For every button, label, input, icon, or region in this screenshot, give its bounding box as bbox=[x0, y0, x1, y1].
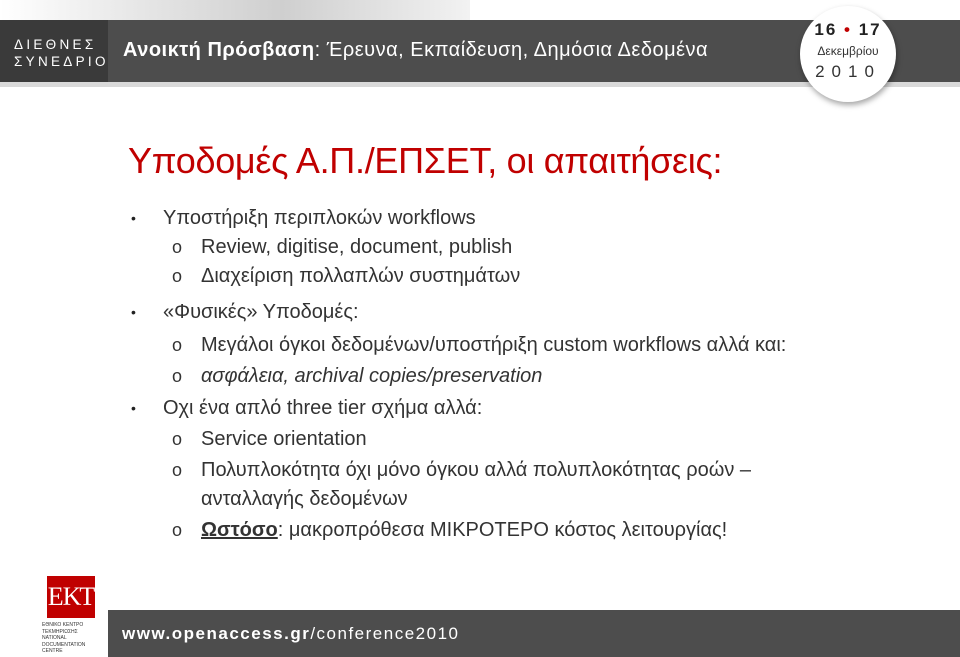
bullet-item bbox=[128, 203, 848, 233]
sub-bullet-text: Review, digitise, document, publish bbox=[201, 236, 513, 258]
bullet-text: Υποστήριξη περιπλοκών workflows bbox=[163, 207, 476, 229]
sub-bullet-item bbox=[128, 456, 848, 514]
bullet-text: «Φυσικές» Υποδομές: bbox=[163, 301, 359, 323]
date-badge bbox=[800, 6, 896, 102]
conference-name bbox=[14, 36, 109, 70]
ekt-caption-line: DOCUMENTATION bbox=[42, 641, 86, 648]
ekt-caption-line: ΤΕΚΜΗΡΙΩΣΗΣ bbox=[42, 628, 78, 635]
sub-bullet-marker: o bbox=[172, 266, 183, 286]
bullet-text: Οχι ένα απλό three tier σχήμα αλλά: bbox=[163, 397, 483, 419]
conference-theme-bold: Ανοικτή Πρόσβαση bbox=[123, 39, 315, 61]
bullet-dot-icon: • bbox=[131, 304, 136, 320]
slide-body bbox=[128, 203, 848, 545]
date-year: 2010 bbox=[815, 62, 881, 81]
sub-bullet-marker: o bbox=[172, 520, 183, 540]
sub-bullet-item bbox=[128, 262, 848, 291]
ekt-logo: ΕΚΤ bbox=[47, 576, 95, 618]
date-days bbox=[800, 20, 896, 40]
emphasis-text: Ωστόσο bbox=[201, 519, 278, 541]
ekt-caption-line: CENTRE bbox=[42, 648, 63, 654]
sub-bullet-marker: o bbox=[172, 429, 183, 449]
bullet-item bbox=[128, 297, 848, 327]
footer-url-path: /conference2010 bbox=[310, 624, 460, 643]
bullet-dot-icon: • bbox=[131, 400, 136, 416]
sub-bullet-marker: o bbox=[172, 237, 183, 257]
ekt-caption-line: ΕΘΝΙΚΟ ΚΕΝΤΡΟ bbox=[42, 622, 84, 628]
footer-url-domain: www.openaccess.gr bbox=[122, 624, 311, 643]
sub-bullet-item bbox=[128, 425, 848, 454]
sub-bullet-text: Διαχείριση πολλαπλών συστημάτων bbox=[201, 265, 521, 287]
date-day-start: 16 bbox=[814, 20, 838, 39]
bullet-dot-icon: • bbox=[131, 210, 136, 226]
sub-bullet-text: : μακροπρόθεσα ΜΙΚΡΟΤΕΡΟ κόστος λειτουργίας! bbox=[277, 519, 728, 541]
bullet-item bbox=[128, 393, 848, 423]
sub-bullet-marker: o bbox=[172, 460, 183, 480]
sub-bullet-text: Πολυπλοκότητα όχι μόνο όγκου αλλά πολυπλοκότητας ροών – ανταλλαγής δεδομένων bbox=[201, 459, 752, 510]
conference-theme-rest: : Έρευνα, Εκπαίδευση, Δημόσια Δεδομένα bbox=[314, 39, 709, 61]
conference-name-line2: ΣΥΝΕΔΡΙΟ bbox=[14, 54, 109, 69]
slide-title: Υποδομές Α.Π./ΕΠΣΕΤ, οι απαιτήσεις: bbox=[128, 140, 723, 181]
banner-texture bbox=[0, 0, 470, 20]
date-separator-dot: • bbox=[844, 20, 852, 39]
sub-bullet-item bbox=[128, 362, 848, 391]
sub-bullet-item bbox=[128, 233, 848, 262]
date-month: Δεκεμβρίου bbox=[817, 44, 879, 58]
sub-bullet-item bbox=[128, 331, 848, 360]
ekt-logo-caption bbox=[42, 622, 102, 655]
sub-bullet-item bbox=[128, 516, 848, 545]
sub-bullet-text: Service orientation bbox=[201, 428, 367, 450]
sub-bullet-text: ασφάλεια, archival copies/preservation bbox=[201, 365, 543, 387]
sub-bullet-marker: o bbox=[172, 335, 183, 355]
conference-theme bbox=[123, 39, 708, 62]
sub-bullet-marker: o bbox=[172, 366, 183, 386]
footer-url[interactable] bbox=[122, 624, 459, 644]
conference-name-line1: ΔΙΕΘΝΕΣ bbox=[14, 37, 97, 52]
sub-bullet-text: Μεγάλοι όγκοι δεδομένων/υποστήριξη custom workflows αλλά και: bbox=[201, 334, 787, 356]
ekt-caption-line: NATIONAL bbox=[42, 635, 67, 641]
date-day-end: 17 bbox=[858, 20, 882, 39]
